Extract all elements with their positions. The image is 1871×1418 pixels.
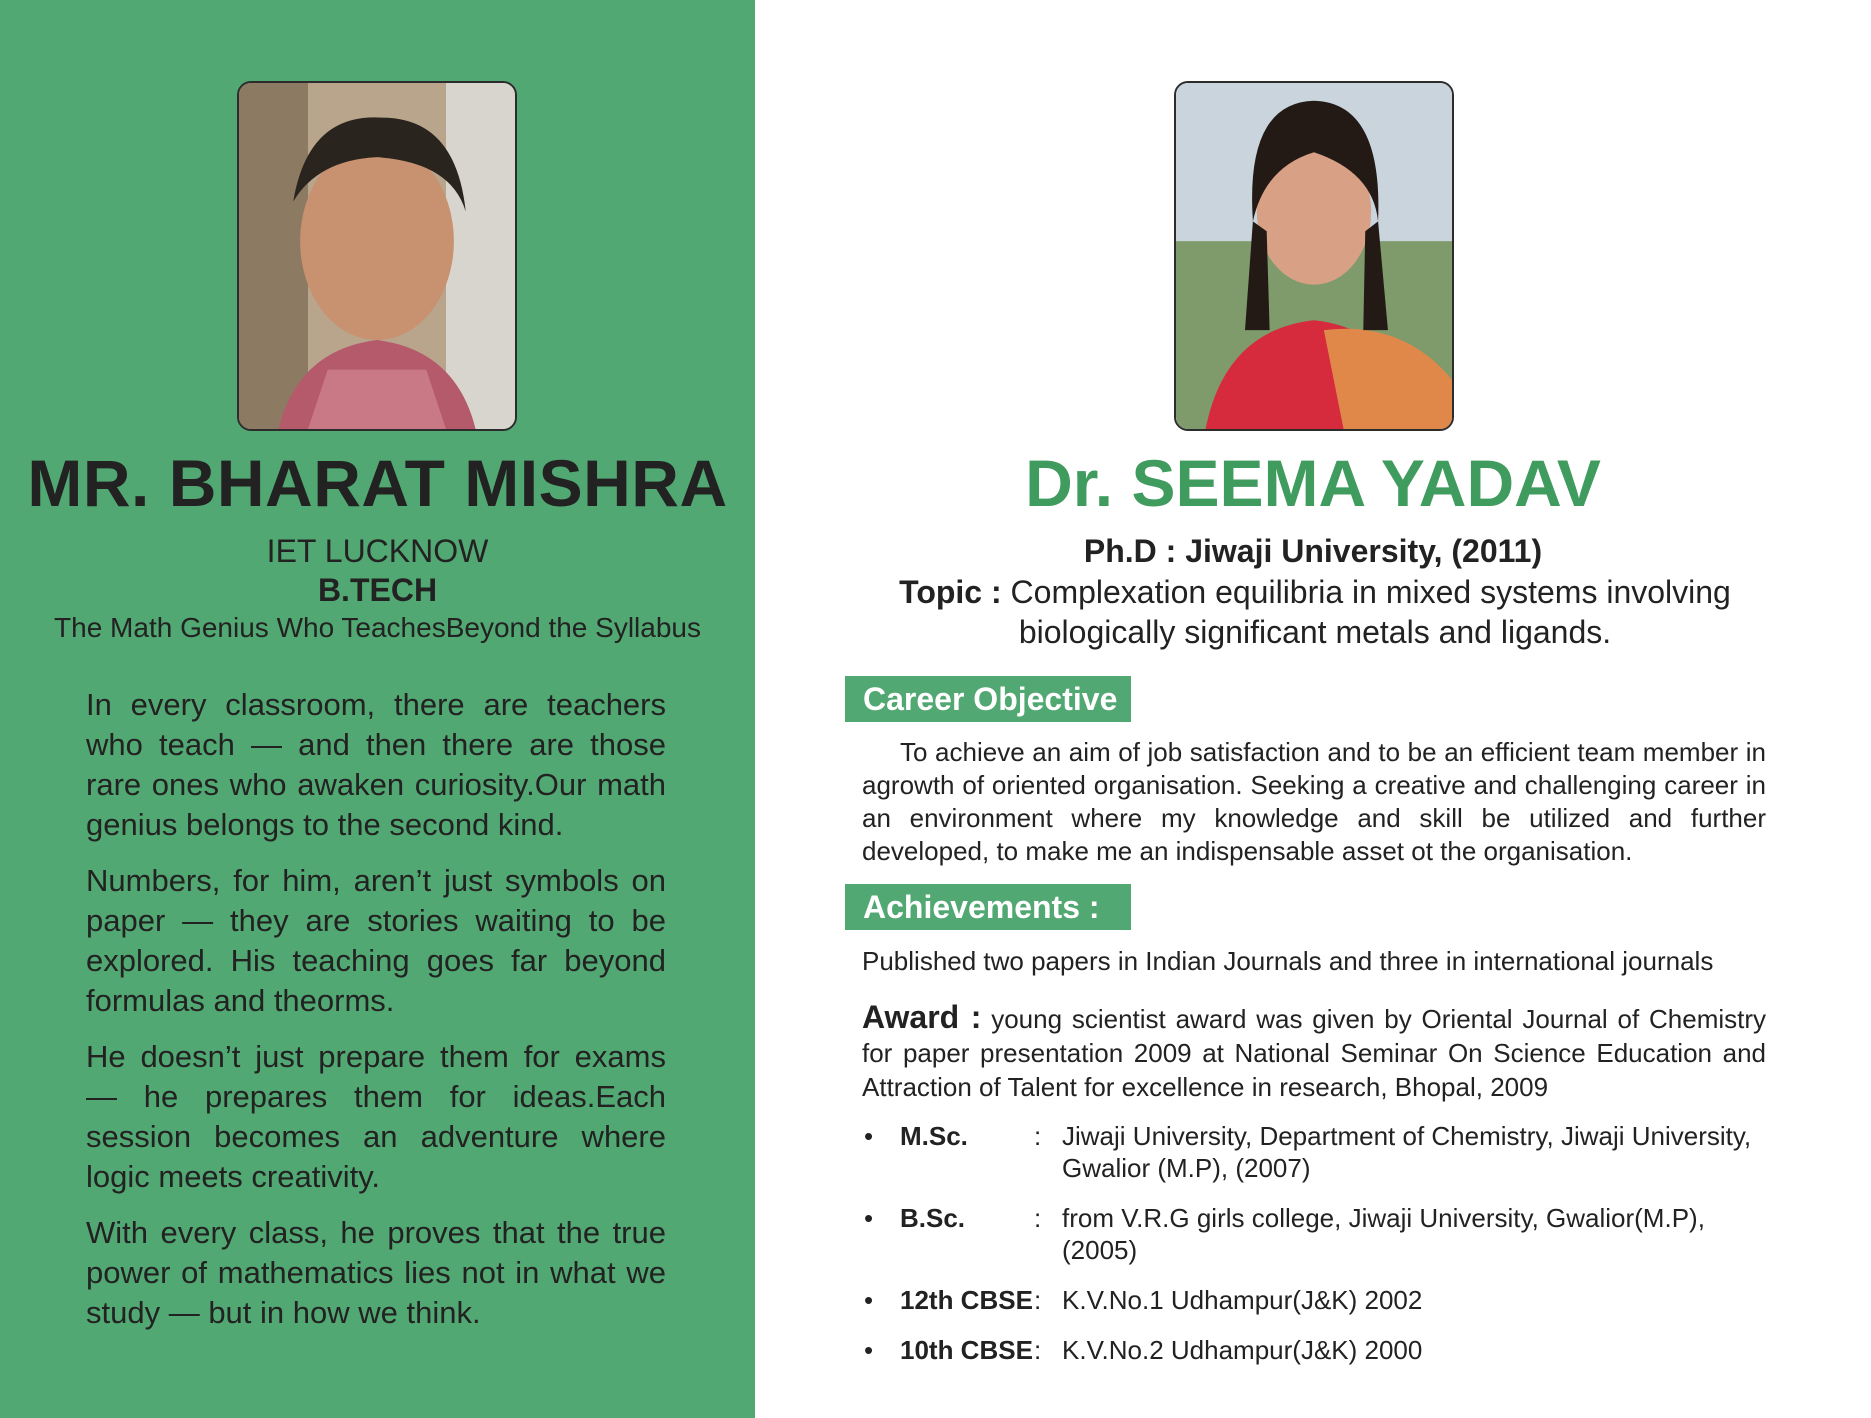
left-paragraph: In every classroom, there are teachers who teach — and then there are those rare ones who awaken curiosity.Our math genius belongs to the second kind. [86, 687, 666, 842]
phd-topic [890, 572, 1740, 652]
bharat-mishra-photo [237, 81, 517, 431]
career-objective-text: To achieve an aim of job satisfaction and to be an efficient team member in agrowth of oriented organisation. Seeking a creative and challenging career in an environment where my knowledge and skill be utilized and further developed, to make me an indispensable asset ot the organisation. [862, 737, 1766, 866]
list-item [862, 1284, 1762, 1316]
separator: : [1034, 1285, 1042, 1315]
education-detail: K.V.No.1 Udhampur(J&K) 2002 [1062, 1285, 1423, 1315]
education-detail: K.V.No.2 Udhampur(J&K) 2000 [1062, 1335, 1423, 1365]
left-person-name: MR. BHARAT MISHRA [27, 446, 728, 520]
education-degree: M.Sc. [900, 1121, 968, 1151]
topic-label: Topic : [899, 574, 1002, 610]
left-paragraph: With every class, he proves that the true power of mathematics lies not in what we study — but in how we think. [86, 1215, 666, 1330]
seema-yadav-photo [1174, 81, 1454, 431]
left-institute: IET LUCKNOW [266, 533, 489, 569]
left-paragraph: He doesn’t just prepare them for exams — he prepares them for ideas.Each session becomes an adventure where logic meets creativity. [86, 1039, 666, 1194]
left-tagline: The Math Genius Who TeachesBeyond the Syllabus [54, 612, 701, 643]
education-list [862, 1120, 1762, 1384]
topic-text: Complexation equilibria in mixed systems involving biologically significant metals and ligands. [1010, 574, 1731, 650]
bullet-icon: • [864, 1203, 874, 1233]
publications-text: Published two papers in Indian Journals and three in international journals [862, 946, 1714, 976]
award-text: young scientist award was given by Oriental Journal of Chemistry for paper presentation 2009 at National Seminar On Science Education and Attraction of Talent for excellence in research, Bhopal, 2009 [862, 1004, 1767, 1102]
career-objective-heading: Career Objective : [845, 676, 1131, 722]
separator: : [1034, 1121, 1042, 1151]
bullet-icon: • [864, 1121, 874, 1151]
bullet-icon: • [864, 1335, 874, 1365]
award-text-block [862, 1000, 1766, 1104]
bullet-icon: • [864, 1285, 874, 1315]
education-detail: Jiwaji University, Department of Chemistry, Jiwaji University, Gwalior (M.P), (2007) [1062, 1121, 1752, 1183]
phd-line: Ph.D : Jiwaji University, (2011) [1083, 533, 1543, 569]
achievements-heading: Achievements : [845, 884, 1131, 930]
education-degree: 12th CBSE [900, 1285, 1033, 1315]
list-item [862, 1202, 1762, 1266]
separator: : [1034, 1335, 1042, 1365]
left-paragraph: Numbers, for him, aren’t just symbols on paper — they are stories waiting to be explored. His teaching goes far beyond formulas and theorms. [86, 863, 666, 1018]
list-item [862, 1120, 1762, 1184]
left-description [86, 685, 666, 1349]
education-degree: 10th CBSE [900, 1335, 1033, 1365]
separator: : [1034, 1203, 1042, 1233]
award-label: Award : [862, 999, 982, 1035]
education-degree: B.Sc. [900, 1203, 966, 1233]
education-detail: from V.R.G girls college, Jiwaji University, Gwalior(M.P), (2005) [1062, 1203, 1705, 1265]
right-person-name: Dr. SEEMA YADAV [1025, 446, 1601, 520]
left-degree: B.TECH [317, 572, 438, 608]
list-item [862, 1334, 1762, 1366]
